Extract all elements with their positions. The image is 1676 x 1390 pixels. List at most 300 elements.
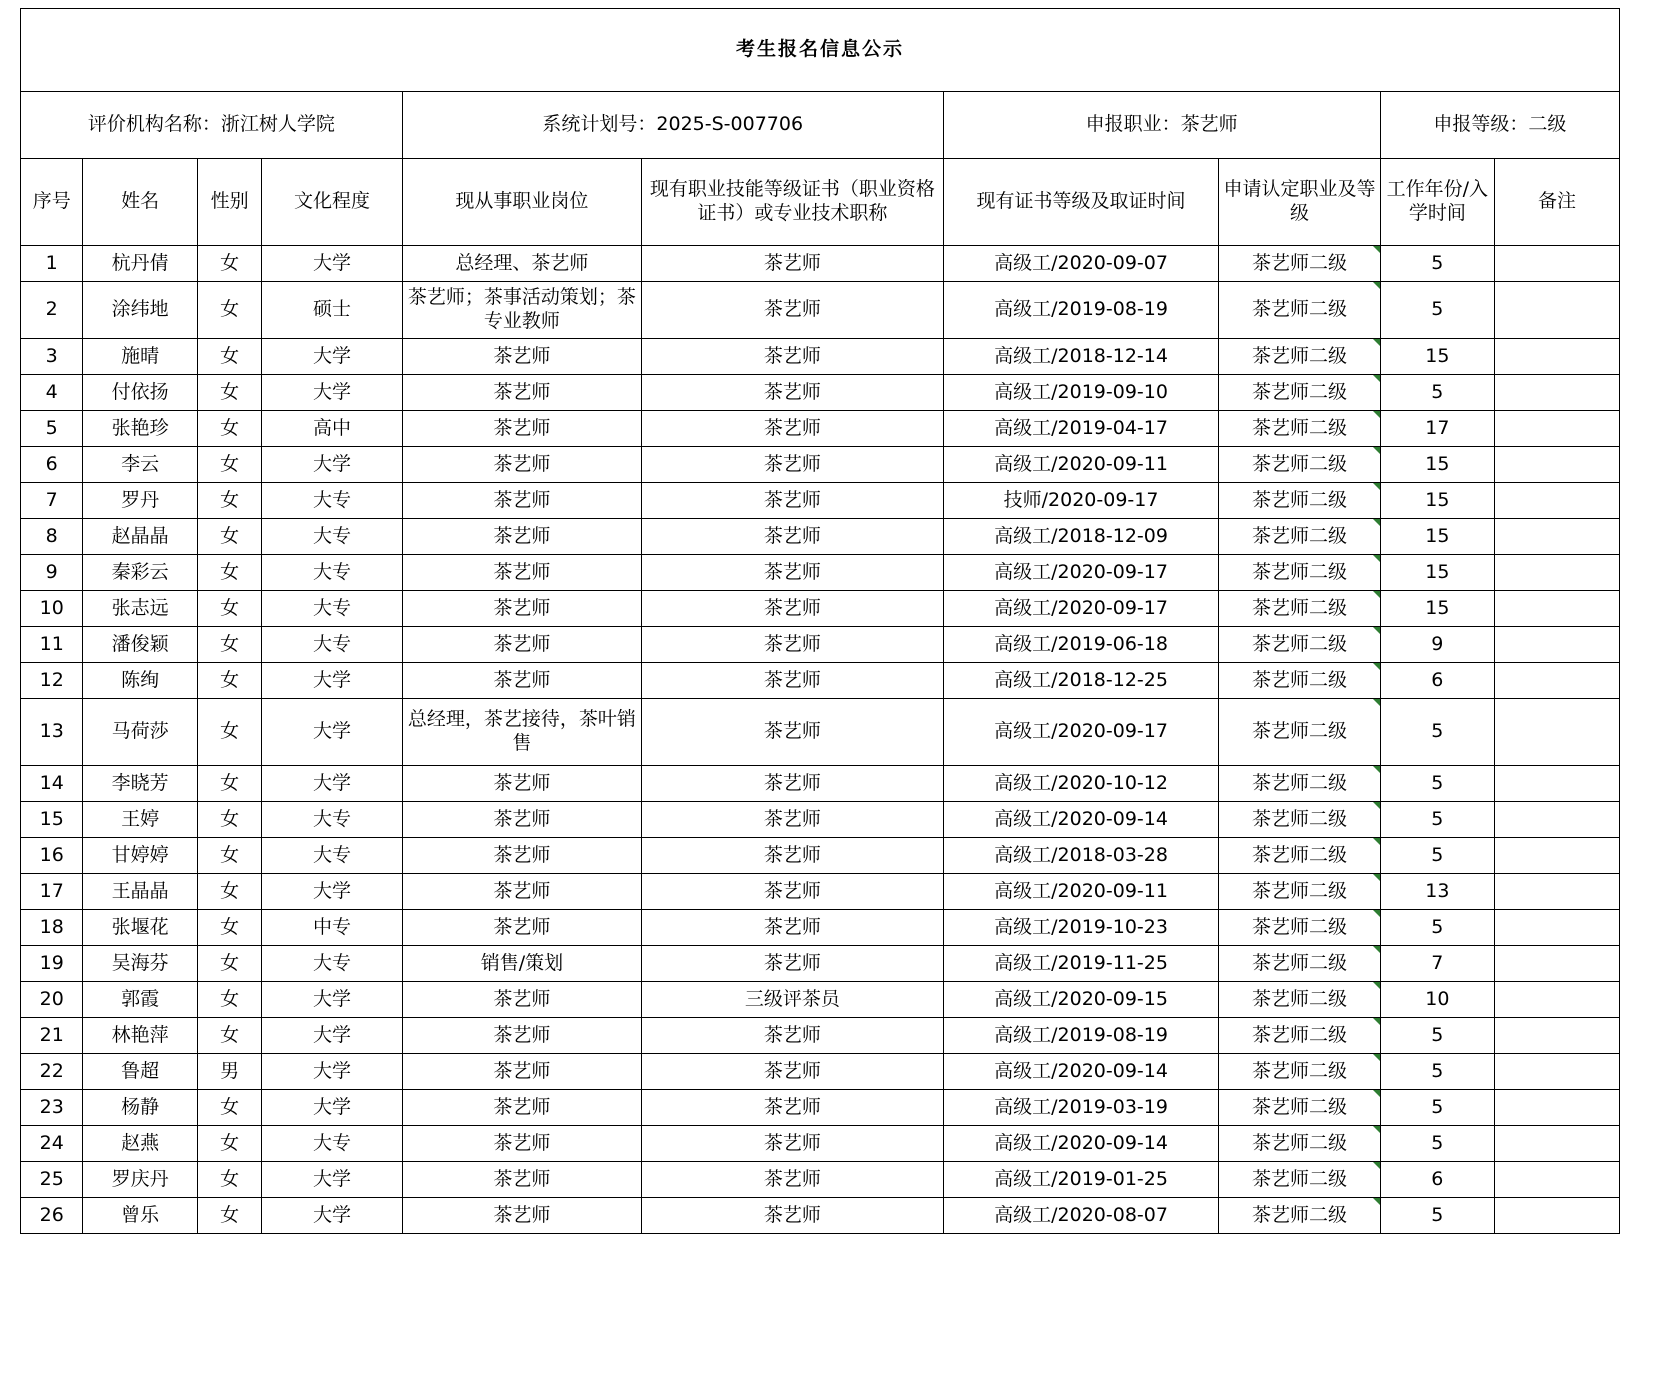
cell-apply: 茶艺师二级 xyxy=(1219,447,1380,483)
table-row xyxy=(21,1090,1620,1126)
title-row xyxy=(21,9,1620,92)
cell-sex: 女 xyxy=(197,874,262,910)
cell-certificate-level: 高级工/2020-09-15 xyxy=(943,982,1219,1018)
cell-certificate-level: 高级工/2019-10-23 xyxy=(943,910,1219,946)
cell-name: 张堰花 xyxy=(83,910,197,946)
cell-apply: 茶艺师二级 xyxy=(1219,411,1380,447)
cell-education: 大学 xyxy=(262,874,402,910)
cell-certificate-level: 高级工/2019-08-19 xyxy=(943,282,1219,339)
cell-certificate: 茶艺师 xyxy=(642,282,944,339)
cell-job: 总经理，茶艺接待，茶叶销售 xyxy=(402,699,641,766)
table-row xyxy=(21,766,1620,802)
cell-years: 15 xyxy=(1380,555,1494,591)
cell-apply: 茶艺师二级 xyxy=(1219,555,1380,591)
cell-certificate-level: 高级工/2020-09-14 xyxy=(943,1054,1219,1090)
cell-sex: 女 xyxy=(197,519,262,555)
cell-sex: 女 xyxy=(197,246,262,282)
cell-seq: 18 xyxy=(21,910,83,946)
cell-certificate: 茶艺师 xyxy=(642,519,944,555)
cell-education: 大学 xyxy=(262,982,402,1018)
table-row xyxy=(21,447,1620,483)
cell-seq: 25 xyxy=(21,1162,83,1198)
cell-name: 王晶晶 xyxy=(83,874,197,910)
cell-apply: 茶艺师二级 xyxy=(1219,1162,1380,1198)
cell-name: 鲁超 xyxy=(83,1054,197,1090)
registration-table xyxy=(20,8,1620,1234)
page-title: 考生报名信息公示 xyxy=(21,9,1620,92)
cell-seq: 20 xyxy=(21,982,83,1018)
cell-certificate: 茶艺师 xyxy=(642,375,944,411)
cell-job: 茶艺师 xyxy=(402,663,641,699)
cell-education: 大学 xyxy=(262,1198,402,1234)
cell-certificate: 三级评茶员 xyxy=(642,982,944,1018)
cell-note xyxy=(1495,1162,1620,1198)
cell-sex: 女 xyxy=(197,1162,262,1198)
column-header-name: 姓名 xyxy=(83,159,197,246)
cell-sex: 女 xyxy=(197,339,262,375)
cell-note xyxy=(1495,874,1620,910)
cell-years: 15 xyxy=(1380,519,1494,555)
cell-apply: 茶艺师二级 xyxy=(1219,627,1380,663)
cell-certificate: 茶艺师 xyxy=(642,766,944,802)
cell-apply: 茶艺师二级 xyxy=(1219,874,1380,910)
cell-sex: 女 xyxy=(197,483,262,519)
cell-name: 郭霞 xyxy=(83,982,197,1018)
cell-sex: 女 xyxy=(197,1018,262,1054)
cell-job: 茶艺师 xyxy=(402,1054,641,1090)
cell-name: 李云 xyxy=(83,447,197,483)
cell-seq: 2 xyxy=(21,282,83,339)
cell-seq: 14 xyxy=(21,766,83,802)
cell-note xyxy=(1495,339,1620,375)
cell-education: 大专 xyxy=(262,1126,402,1162)
cell-education: 大学 xyxy=(262,1018,402,1054)
column-header-note: 备注 xyxy=(1495,159,1620,246)
cell-certificate-level: 高级工/2020-09-17 xyxy=(943,699,1219,766)
cell-note xyxy=(1495,982,1620,1018)
cell-years: 5 xyxy=(1380,1126,1494,1162)
evaluation-organization xyxy=(21,92,403,159)
cell-apply: 茶艺师二级 xyxy=(1219,519,1380,555)
table-header-row xyxy=(21,159,1620,246)
cell-certificate-level: 高级工/2018-12-14 xyxy=(943,339,1219,375)
cell-sex: 女 xyxy=(197,282,262,339)
cell-apply: 茶艺师二级 xyxy=(1219,483,1380,519)
cell-name: 赵燕 xyxy=(83,1126,197,1162)
cell-years: 15 xyxy=(1380,591,1494,627)
cell-name: 张志远 xyxy=(83,591,197,627)
cell-sex: 女 xyxy=(197,766,262,802)
table-row xyxy=(21,483,1620,519)
table-row xyxy=(21,874,1620,910)
cell-seq: 19 xyxy=(21,946,83,982)
cell-certificate-level: 高级工/2020-09-17 xyxy=(943,555,1219,591)
cell-name: 付依扬 xyxy=(83,375,197,411)
cell-job: 茶艺师 xyxy=(402,1090,641,1126)
cell-certificate: 茶艺师 xyxy=(642,1126,944,1162)
cell-apply: 茶艺师二级 xyxy=(1219,838,1380,874)
cell-job: 茶艺师 xyxy=(402,766,641,802)
cell-certificate-level: 高级工/2019-03-19 xyxy=(943,1090,1219,1126)
cell-seq: 17 xyxy=(21,874,83,910)
cell-certificate-level: 高级工/2020-09-07 xyxy=(943,246,1219,282)
cell-years: 5 xyxy=(1380,910,1494,946)
cell-apply: 茶艺师二级 xyxy=(1219,802,1380,838)
cell-certificate: 茶艺师 xyxy=(642,1090,944,1126)
cell-note xyxy=(1495,1054,1620,1090)
column-header-years: 工作年份/入学时间 xyxy=(1380,159,1494,246)
cell-apply: 茶艺师二级 xyxy=(1219,1198,1380,1234)
cell-note xyxy=(1495,766,1620,802)
cell-sex: 男 xyxy=(197,1054,262,1090)
cell-education: 大学 xyxy=(262,1090,402,1126)
cell-years: 6 xyxy=(1380,1162,1494,1198)
cell-job: 茶艺师 xyxy=(402,874,641,910)
cell-seq: 15 xyxy=(21,802,83,838)
cell-certificate: 茶艺师 xyxy=(642,910,944,946)
cell-name: 王婷 xyxy=(83,802,197,838)
cell-certificate-level: 高级工/2019-11-25 xyxy=(943,946,1219,982)
cell-seq: 4 xyxy=(21,375,83,411)
cell-years: 5 xyxy=(1380,766,1494,802)
cell-note xyxy=(1495,447,1620,483)
cell-job: 茶艺师 xyxy=(402,411,641,447)
cell-years: 9 xyxy=(1380,627,1494,663)
cell-apply: 茶艺师二级 xyxy=(1219,339,1380,375)
cell-job: 茶艺师 xyxy=(402,555,641,591)
cell-apply: 茶艺师二级 xyxy=(1219,766,1380,802)
cell-apply: 茶艺师二级 xyxy=(1219,910,1380,946)
column-header-certificate-level: 现有证书等级及取证时间 xyxy=(943,159,1219,246)
cell-seq: 1 xyxy=(21,246,83,282)
cell-note xyxy=(1495,946,1620,982)
cell-note xyxy=(1495,910,1620,946)
cell-seq: 21 xyxy=(21,1018,83,1054)
cell-sex: 女 xyxy=(197,946,262,982)
cell-note xyxy=(1495,1018,1620,1054)
cell-years: 5 xyxy=(1380,1018,1494,1054)
cell-seq: 8 xyxy=(21,519,83,555)
cell-years: 5 xyxy=(1380,246,1494,282)
cell-apply: 茶艺师二级 xyxy=(1219,246,1380,282)
cell-name: 张艳珍 xyxy=(83,411,197,447)
table-row xyxy=(21,519,1620,555)
cell-job: 茶艺师 xyxy=(402,838,641,874)
cell-sex: 女 xyxy=(197,591,262,627)
cell-note xyxy=(1495,1090,1620,1126)
column-header-apply: 申请认定职业及等级 xyxy=(1219,159,1380,246)
cell-education: 大专 xyxy=(262,838,402,874)
cell-education: 大专 xyxy=(262,519,402,555)
cell-education: 大学 xyxy=(262,339,402,375)
table-row xyxy=(21,838,1620,874)
cell-sex: 女 xyxy=(197,838,262,874)
cell-certificate-level: 高级工/2018-12-25 xyxy=(943,663,1219,699)
cell-job: 茶艺师 xyxy=(402,1162,641,1198)
cell-name: 吴海芬 xyxy=(83,946,197,982)
cell-education: 大学 xyxy=(262,766,402,802)
cell-certificate-level: 高级工/2019-09-10 xyxy=(943,375,1219,411)
table-row xyxy=(21,1054,1620,1090)
cell-sex: 女 xyxy=(197,982,262,1018)
cell-sex: 女 xyxy=(197,1090,262,1126)
cell-education: 大专 xyxy=(262,802,402,838)
cell-certificate: 茶艺师 xyxy=(642,1198,944,1234)
cell-note xyxy=(1495,838,1620,874)
cell-job: 茶艺师 xyxy=(402,910,641,946)
cell-note xyxy=(1495,411,1620,447)
cell-apply: 茶艺师二级 xyxy=(1219,982,1380,1018)
cell-seq: 3 xyxy=(21,339,83,375)
cell-sex: 女 xyxy=(197,555,262,591)
cell-apply: 茶艺师二级 xyxy=(1219,1018,1380,1054)
table-row xyxy=(21,246,1620,282)
cell-apply: 茶艺师二级 xyxy=(1219,375,1380,411)
cell-note xyxy=(1495,627,1620,663)
cell-sex: 女 xyxy=(197,699,262,766)
cell-certificate: 茶艺师 xyxy=(642,483,944,519)
cell-certificate: 茶艺师 xyxy=(642,591,944,627)
cell-job: 茶艺师 xyxy=(402,375,641,411)
cell-name: 秦彩云 xyxy=(83,555,197,591)
cell-certificate-level: 高级工/2019-01-25 xyxy=(943,1162,1219,1198)
cell-job: 茶艺师 xyxy=(402,1018,641,1054)
cell-education: 大专 xyxy=(262,555,402,591)
cell-job: 茶艺师 xyxy=(402,1126,641,1162)
cell-certificate: 茶艺师 xyxy=(642,246,944,282)
table-row xyxy=(21,1162,1620,1198)
cell-certificate-level: 高级工/2020-09-11 xyxy=(943,447,1219,483)
cell-name: 马荷莎 xyxy=(83,699,197,766)
table-row xyxy=(21,1018,1620,1054)
table-row xyxy=(21,910,1620,946)
cell-job: 茶艺师 xyxy=(402,1198,641,1234)
cell-seq: 6 xyxy=(21,447,83,483)
table-row xyxy=(21,555,1620,591)
table-row xyxy=(21,591,1620,627)
table-row xyxy=(21,699,1620,766)
table-row xyxy=(21,282,1620,339)
table-row xyxy=(21,802,1620,838)
cell-education: 中专 xyxy=(262,910,402,946)
plan-number: 系统计划号：2025-S-007706 xyxy=(402,92,943,159)
cell-name: 林艳萍 xyxy=(83,1018,197,1054)
cell-certificate: 茶艺师 xyxy=(642,555,944,591)
cell-certificate-level: 技师/2020-09-17 xyxy=(943,483,1219,519)
declared-level: 申报等级：二级 xyxy=(1380,92,1619,159)
cell-certificate: 茶艺师 xyxy=(642,663,944,699)
cell-education: 硕士 xyxy=(262,282,402,339)
cell-sex: 女 xyxy=(197,1126,262,1162)
cell-apply: 茶艺师二级 xyxy=(1219,1054,1380,1090)
cell-name: 罗庆丹 xyxy=(83,1162,197,1198)
meta-row xyxy=(21,92,1620,159)
cell-education: 大专 xyxy=(262,591,402,627)
cell-note xyxy=(1495,519,1620,555)
cell-sex: 女 xyxy=(197,663,262,699)
cell-certificate: 茶艺师 xyxy=(642,411,944,447)
cell-seq: 10 xyxy=(21,591,83,627)
cell-name: 涂纬地 xyxy=(83,282,197,339)
cell-note xyxy=(1495,282,1620,339)
cell-seq: 5 xyxy=(21,411,83,447)
cell-certificate: 茶艺师 xyxy=(642,1162,944,1198)
cell-years: 15 xyxy=(1380,483,1494,519)
cell-apply: 茶艺师二级 xyxy=(1219,663,1380,699)
cell-apply: 茶艺师二级 xyxy=(1219,699,1380,766)
cell-years: 5 xyxy=(1380,1090,1494,1126)
cell-job: 销售/策划 xyxy=(402,946,641,982)
cell-certificate: 茶艺师 xyxy=(642,1054,944,1090)
cell-certificate: 茶艺师 xyxy=(642,1018,944,1054)
cell-note xyxy=(1495,375,1620,411)
cell-job: 茶艺师 xyxy=(402,483,641,519)
cell-certificate: 茶艺师 xyxy=(642,874,944,910)
cell-years: 5 xyxy=(1380,375,1494,411)
cell-years: 13 xyxy=(1380,874,1494,910)
cell-education: 大专 xyxy=(262,627,402,663)
cell-sex: 女 xyxy=(197,627,262,663)
cell-education: 大专 xyxy=(262,483,402,519)
cell-seq: 7 xyxy=(21,483,83,519)
cell-education: 大学 xyxy=(262,1054,402,1090)
cell-education: 大学 xyxy=(262,699,402,766)
cell-apply: 茶艺师二级 xyxy=(1219,946,1380,982)
cell-sex: 女 xyxy=(197,910,262,946)
evaluation-organization-label: 评价机构名称： xyxy=(87,113,221,136)
cell-seq: 13 xyxy=(21,699,83,766)
cell-seq: 12 xyxy=(21,663,83,699)
cell-name: 李晓芳 xyxy=(83,766,197,802)
cell-education: 大学 xyxy=(262,1162,402,1198)
cell-years: 5 xyxy=(1380,1198,1494,1234)
cell-sex: 女 xyxy=(197,1198,262,1234)
cell-sex: 女 xyxy=(197,447,262,483)
cell-education: 大学 xyxy=(262,246,402,282)
cell-name: 杨静 xyxy=(83,1090,197,1126)
column-header-certificate: 现有职业技能等级证书（职业资格证书）或专业技术职称 xyxy=(642,159,944,246)
cell-name: 杭丹倩 xyxy=(83,246,197,282)
cell-note xyxy=(1495,555,1620,591)
cell-seq: 26 xyxy=(21,1198,83,1234)
cell-years: 5 xyxy=(1380,802,1494,838)
cell-job: 茶艺师 xyxy=(402,519,641,555)
cell-seq: 11 xyxy=(21,627,83,663)
cell-apply: 茶艺师二级 xyxy=(1219,1090,1380,1126)
cell-years: 15 xyxy=(1380,447,1494,483)
cell-years: 5 xyxy=(1380,699,1494,766)
cell-certificate: 茶艺师 xyxy=(642,447,944,483)
cell-sex: 女 xyxy=(197,411,262,447)
cell-years: 17 xyxy=(1380,411,1494,447)
cell-education: 大专 xyxy=(262,946,402,982)
cell-seq: 24 xyxy=(21,1126,83,1162)
cell-sex: 女 xyxy=(197,375,262,411)
cell-education: 大学 xyxy=(262,663,402,699)
column-header-education: 文化程度 xyxy=(262,159,402,246)
cell-education: 大学 xyxy=(262,375,402,411)
cell-years: 5 xyxy=(1380,838,1494,874)
cell-years: 7 xyxy=(1380,946,1494,982)
cell-note xyxy=(1495,1198,1620,1234)
cell-seq: 9 xyxy=(21,555,83,591)
cell-note xyxy=(1495,483,1620,519)
cell-seq: 16 xyxy=(21,838,83,874)
cell-certificate-level: 高级工/2020-09-14 xyxy=(943,1126,1219,1162)
cell-certificate: 茶艺师 xyxy=(642,627,944,663)
cell-certificate: 茶艺师 xyxy=(642,802,944,838)
table-row xyxy=(21,627,1620,663)
cell-seq: 23 xyxy=(21,1090,83,1126)
cell-years: 10 xyxy=(1380,982,1494,1018)
cell-apply: 茶艺师二级 xyxy=(1219,591,1380,627)
cell-note xyxy=(1495,1126,1620,1162)
cell-name: 罗丹 xyxy=(83,483,197,519)
cell-name: 曾乐 xyxy=(83,1198,197,1234)
cell-years: 15 xyxy=(1380,339,1494,375)
table-row xyxy=(21,375,1620,411)
cell-note xyxy=(1495,663,1620,699)
cell-name: 施晴 xyxy=(83,339,197,375)
cell-job: 茶艺师 xyxy=(402,982,641,1018)
column-header-seq: 序号 xyxy=(21,159,83,246)
cell-certificate-level: 高级工/2020-08-07 xyxy=(943,1198,1219,1234)
cell-certificate: 茶艺师 xyxy=(642,699,944,766)
declared-occupation: 申报职业：茶艺师 xyxy=(943,92,1380,159)
cell-years: 5 xyxy=(1380,282,1494,339)
column-header-sex: 性别 xyxy=(197,159,262,246)
cell-education: 大学 xyxy=(262,447,402,483)
cell-job: 茶艺师 xyxy=(402,447,641,483)
cell-job: 茶艺师 xyxy=(402,627,641,663)
cell-years: 5 xyxy=(1380,1054,1494,1090)
cell-apply: 茶艺师二级 xyxy=(1219,1126,1380,1162)
cell-apply: 茶艺师二级 xyxy=(1219,282,1380,339)
cell-certificate-level: 高级工/2018-03-28 xyxy=(943,838,1219,874)
table-row xyxy=(21,411,1620,447)
cell-certificate-level: 高级工/2020-09-11 xyxy=(943,874,1219,910)
cell-certificate-level: 高级工/2019-08-19 xyxy=(943,1018,1219,1054)
cell-certificate: 茶艺师 xyxy=(642,946,944,982)
cell-sex: 女 xyxy=(197,802,262,838)
table-row xyxy=(21,982,1620,1018)
cell-job: 茶艺师 xyxy=(402,339,641,375)
cell-job: 总经理、茶艺师 xyxy=(402,246,641,282)
cell-note xyxy=(1495,246,1620,282)
cell-certificate-level: 高级工/2019-06-18 xyxy=(943,627,1219,663)
cell-note xyxy=(1495,802,1620,838)
cell-name: 赵晶晶 xyxy=(83,519,197,555)
cell-certificate-level: 高级工/2019-04-17 xyxy=(943,411,1219,447)
cell-job: 茶艺师 xyxy=(402,591,641,627)
cell-name: 潘俊颖 xyxy=(83,627,197,663)
table-row xyxy=(21,1126,1620,1162)
cell-note xyxy=(1495,699,1620,766)
cell-certificate: 茶艺师 xyxy=(642,339,944,375)
cell-note xyxy=(1495,591,1620,627)
cell-name: 陈绚 xyxy=(83,663,197,699)
cell-education: 高中 xyxy=(262,411,402,447)
cell-seq: 22 xyxy=(21,1054,83,1090)
cell-name: 甘婷婷 xyxy=(83,838,197,874)
cell-certificate-level: 高级工/2020-09-17 xyxy=(943,591,1219,627)
table-row xyxy=(21,663,1620,699)
table-row xyxy=(21,1198,1620,1234)
evaluation-organization-value: 浙江树人学院 xyxy=(220,113,335,136)
cell-certificate-level: 高级工/2020-09-14 xyxy=(943,802,1219,838)
cell-certificate-level: 高级工/2020-10-12 xyxy=(943,766,1219,802)
table-row xyxy=(21,339,1620,375)
